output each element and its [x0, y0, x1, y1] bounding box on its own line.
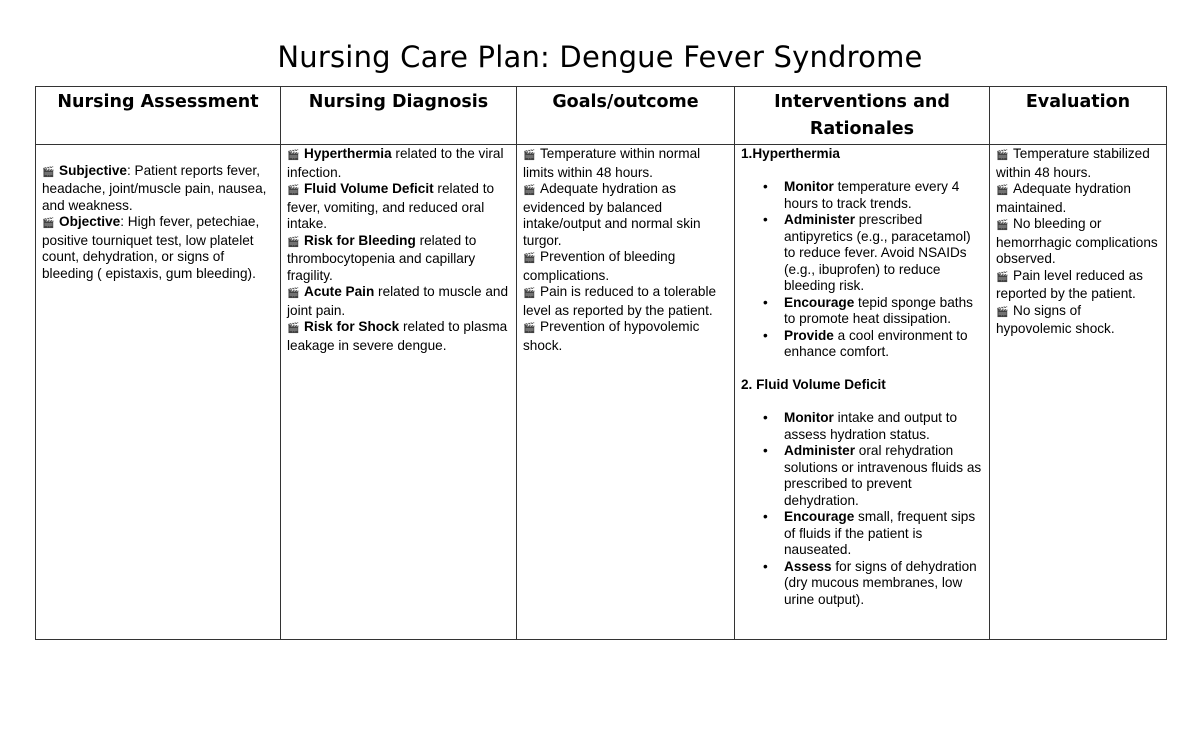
clapper-icon: 🎬 — [523, 253, 536, 264]
list-item — [763, 327, 983, 361]
list-item — [763, 443, 983, 509]
interventions-cell — [735, 145, 990, 640]
intervention-label: Encourage — [784, 294, 855, 310]
objective-text: : High fever, petechiae, positive tourniquet test, low platelet count, dehydration, or signs of bleeding ( epistaxis, gum bleeding). — [42, 214, 260, 281]
intervention-text: temperature every 4 hours to track trends. — [784, 179, 960, 211]
header-interventions: Interventions and Rationales — [735, 87, 990, 145]
list-item — [763, 509, 983, 559]
goal-text: Prevention of bleeding complications. — [523, 249, 676, 283]
bullet-dot-icon: • — [763, 558, 768, 574]
diagnosis-label: Acute Pain — [304, 284, 375, 299]
list-item — [763, 558, 983, 609]
goal-text: Prevention of hypovolemic shock. — [523, 319, 700, 353]
evaluation-text: No signs of hypovolemic shock. — [996, 302, 1115, 336]
header-goals-outcome: Goals/outcome — [517, 87, 735, 145]
clapper-icon: 🎬 — [996, 220, 1009, 231]
diagnosis-text: related to muscle and joint pain. — [287, 284, 509, 318]
care-plan-table — [35, 86, 1167, 640]
list-item — [523, 146, 728, 181]
intervention-label: Monitor — [784, 179, 834, 194]
clapper-icon: 🎬 — [287, 150, 300, 161]
list-item — [287, 181, 510, 233]
diagnosis-label: Risk for Shock — [304, 319, 400, 334]
list-item — [763, 294, 983, 328]
clapper-icon: 🎬 — [42, 166, 55, 178]
list-item — [996, 181, 1160, 216]
evaluation-text: Adequate hydration maintained. — [996, 181, 1131, 215]
bullet-dot-icon: • — [763, 179, 768, 194]
intervention-label: Monitor — [784, 410, 834, 425]
intervention-text: intake and output to assess hydration status. — [784, 410, 958, 442]
goal-text: Pain is reduced to a tolerable level as reported by the patient. — [523, 284, 717, 318]
diagnosis-label: Fluid Volume Deficit — [304, 181, 434, 196]
header-evaluation: Evaluation — [990, 87, 1167, 145]
diagnosis-text: related to fever, vomiting, and reduced oral intake. — [287, 181, 495, 231]
clapper-icon: 🎬 — [996, 150, 1009, 161]
list-item — [996, 303, 1160, 338]
intervention-label: Encourage — [784, 509, 855, 524]
list-item — [287, 146, 510, 181]
goal-text: Temperature within normal limits within 48 hours. — [523, 146, 701, 180]
clapper-icon: 🎬 — [42, 218, 55, 229]
evaluation-text: Temperature stabilized within 48 hours. — [996, 146, 1150, 180]
intervention-label: Provide — [784, 327, 834, 343]
clapper-icon: 🎬 — [996, 271, 1009, 283]
intervention-list — [741, 410, 983, 608]
intervention-section-title: 2. Fluid Volume Deficit — [741, 377, 886, 392]
list-item — [523, 319, 728, 354]
list-item — [996, 268, 1160, 303]
list-item — [523, 249, 728, 284]
list-item — [287, 319, 510, 354]
list-item — [287, 284, 510, 319]
diagnosis-text: related to the viral infection. — [287, 146, 504, 180]
clapper-icon: 🎬 — [996, 306, 1009, 318]
subjective-item — [42, 163, 274, 215]
bullet-dot-icon: • — [763, 443, 768, 458]
clapper-icon: 🎬 — [287, 288, 300, 299]
intervention-label: Assess — [784, 558, 832, 574]
list-item — [523, 284, 728, 319]
intervention-text: prescribed antipyretics (e.g., paracetamol) to reduce fever. Avoid NSAIDs (e.g., ibuprofen) to reduce bleeding risk. — [784, 212, 971, 293]
clapper-icon: 🎬 — [287, 185, 300, 196]
page-title: Nursing Care Plan: Dengue Fever Syndrome — [277, 40, 923, 74]
intervention-text: tepid sponge baths to promote heat dissipation. — [784, 294, 973, 326]
objective-label: Objective — [59, 214, 121, 229]
bullet-dot-icon: • — [763, 327, 768, 343]
intervention-section-title: 1.Hyperthermia — [741, 146, 840, 161]
table-row — [36, 145, 1167, 640]
evaluation-text: No bleeding or hemorrhagic complications observed. — [996, 216, 1158, 266]
diagnosis-label: Risk for Bleeding — [304, 232, 416, 248]
intervention-text: oral rehydration solutions or intravenous fluids as prescribed to prevent dehydration. — [784, 443, 982, 508]
list-item — [763, 212, 983, 295]
intervention-text: small, frequent sips of fluids if the patient is nauseated. — [784, 509, 976, 557]
evaluation-text: Pain level reduced as reported by the patient. — [996, 267, 1143, 301]
list-item — [763, 410, 983, 443]
evaluation-cell — [990, 145, 1167, 640]
header-nursing-diagnosis: Nursing Diagnosis — [281, 87, 517, 145]
goal-text: Adequate hydration as evidenced by balanced intake/output and normal skin turgor. — [523, 181, 701, 248]
header-row — [36, 87, 1167, 145]
objective-item — [42, 214, 274, 282]
intervention-label: Administer — [784, 443, 856, 458]
diagnosis-text: related to plasma leakage in severe dengue. — [287, 319, 508, 353]
clapper-icon: 🎬 — [287, 236, 300, 248]
subjective-label: Subjective — [59, 162, 127, 178]
list-item — [996, 146, 1160, 181]
bullet-dot-icon: • — [763, 212, 768, 227]
intervention-text: for signs of dehydration (dry mucous membranes, low urine output). — [784, 558, 977, 607]
bullet-dot-icon: • — [763, 294, 768, 310]
clapper-icon: 🎬 — [523, 288, 536, 299]
subjective-text: : Patient reports fever, headache, joint/muscle pain, nausea, and weakness. — [42, 162, 267, 213]
bullet-dot-icon: • — [763, 410, 768, 425]
clapper-icon: 🎬 — [523, 150, 536, 161]
diagnosis-cell — [281, 145, 517, 640]
clapper-icon: 🎬 — [996, 185, 1009, 196]
intervention-text: a cool environment to enhance comfort. — [784, 327, 968, 359]
clapper-icon: 🎬 — [523, 185, 536, 196]
bullet-dot-icon: • — [763, 509, 768, 524]
header-nursing-assessment: Nursing Assessment — [36, 87, 281, 145]
list-item — [763, 179, 983, 212]
clapper-icon: 🎬 — [523, 323, 536, 334]
diagnosis-text: related to thrombocytopenia and capillary fragility. — [287, 232, 477, 283]
list-item — [523, 181, 728, 249]
clapper-icon: 🎬 — [287, 323, 300, 334]
intervention-list — [741, 179, 983, 361]
list-item — [287, 233, 510, 285]
intervention-label: Administer — [784, 212, 856, 227]
assessment-cell — [36, 145, 281, 640]
diagnosis-label: Hyperthermia — [304, 146, 392, 161]
goals-cell — [517, 145, 735, 640]
list-item — [996, 216, 1160, 268]
